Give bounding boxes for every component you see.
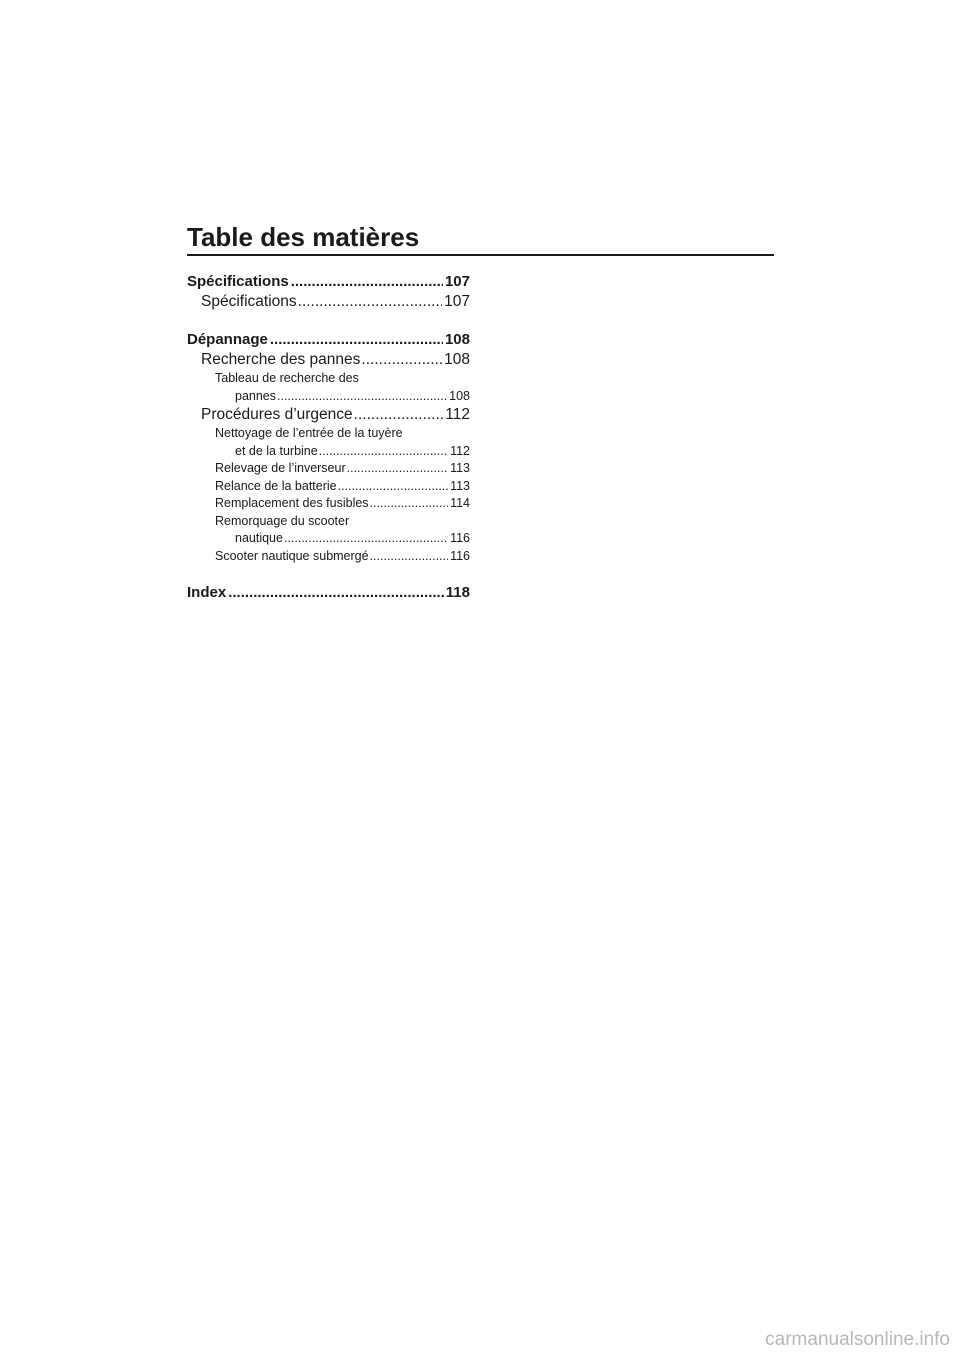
toc-item-nettoyage[interactable] <box>187 425 470 460</box>
toc-entry-index[interactable] <box>187 583 470 603</box>
toc-page-number: 107 <box>444 293 470 310</box>
title-rule <box>187 254 774 256</box>
toc-item-label-line2: nautique <box>235 531 283 545</box>
dot-leader <box>354 405 444 425</box>
toc-page-number: 108 <box>449 388 470 403</box>
dot-leader <box>338 478 448 496</box>
dot-leader <box>270 330 443 350</box>
toc-entry-label: Dépannage <box>187 331 268 348</box>
dot-leader <box>361 350 442 370</box>
toc-entry-label: Relance de la batterie <box>215 478 337 493</box>
table-of-contents <box>187 272 470 603</box>
toc-item-remorquage[interactable] <box>187 513 470 548</box>
dot-leader <box>319 443 448 461</box>
dot-leader <box>370 495 449 513</box>
toc-entry-specifications[interactable] <box>187 272 470 292</box>
toc-page-number: 107 <box>444 273 470 290</box>
dot-leader <box>284 530 448 548</box>
toc-entry-label: Spécifications <box>187 273 289 290</box>
dot-leader <box>298 292 442 312</box>
dot-leader <box>370 548 448 566</box>
toc-entry-label: Procédures d’urgence <box>201 406 353 423</box>
toc-item-remplacement-fusibles[interactable] <box>187 495 470 513</box>
toc-item-tableau-de-recherche[interactable] <box>187 370 470 405</box>
toc-item-relevage-inverseur[interactable] <box>187 460 470 478</box>
toc-page-number: 116 <box>450 548 470 563</box>
dot-leader <box>228 583 444 603</box>
toc-entry-depannage[interactable] <box>187 330 470 350</box>
section-gap <box>187 312 470 330</box>
toc-page-number: 114 <box>450 496 470 510</box>
dot-leader <box>347 460 448 478</box>
page-title: Table des matières <box>187 222 420 252</box>
toc-entry-label: Scooter nautique submergé <box>215 548 369 563</box>
toc-item-relance-batterie[interactable] <box>187 478 470 496</box>
toc-item-label-line2: et de la turbine <box>235 443 318 458</box>
toc-entry-label: Index <box>187 584 227 601</box>
toc-page-number: 112 <box>445 406 470 423</box>
toc-item-label-line2: pannes <box>235 388 277 403</box>
watermark-text: carmanualsonline.info <box>765 1329 950 1350</box>
toc-page-number: 113 <box>450 478 470 493</box>
toc-item-scooter-submerge[interactable] <box>187 548 470 566</box>
toc-subentry-procedures-urgence[interactable] <box>187 405 470 425</box>
toc-item-label-line1: Nettoyage de l’entrée de la tuyère <box>215 426 403 440</box>
toc-entry-label: Recherche des pannes <box>201 351 361 368</box>
toc-subentry-specifications[interactable] <box>187 292 470 312</box>
toc-item-label-line1: Remorquage du scooter <box>215 513 350 528</box>
toc-entry-label: Remplacement des fusibles <box>215 496 369 510</box>
toc-entry-label: Relevage de l’inverseur <box>215 461 346 475</box>
toc-item-label-line1: Tableau de recherche des <box>215 371 359 385</box>
toc-page-number: 118 <box>445 584 470 601</box>
toc-page-number: 108 <box>444 351 470 368</box>
toc-page-number: 112 <box>450 443 470 458</box>
toc-page-number: 116 <box>450 531 470 545</box>
toc-page-number: 108 <box>444 331 470 348</box>
dot-leader <box>277 388 447 406</box>
toc-entry-label: Spécifications <box>201 293 297 310</box>
toc-subentry-recherche-des-pannes[interactable] <box>187 350 470 370</box>
section-gap <box>187 565 470 583</box>
toc-page-number: 113 <box>450 461 470 475</box>
dot-leader <box>291 272 443 292</box>
